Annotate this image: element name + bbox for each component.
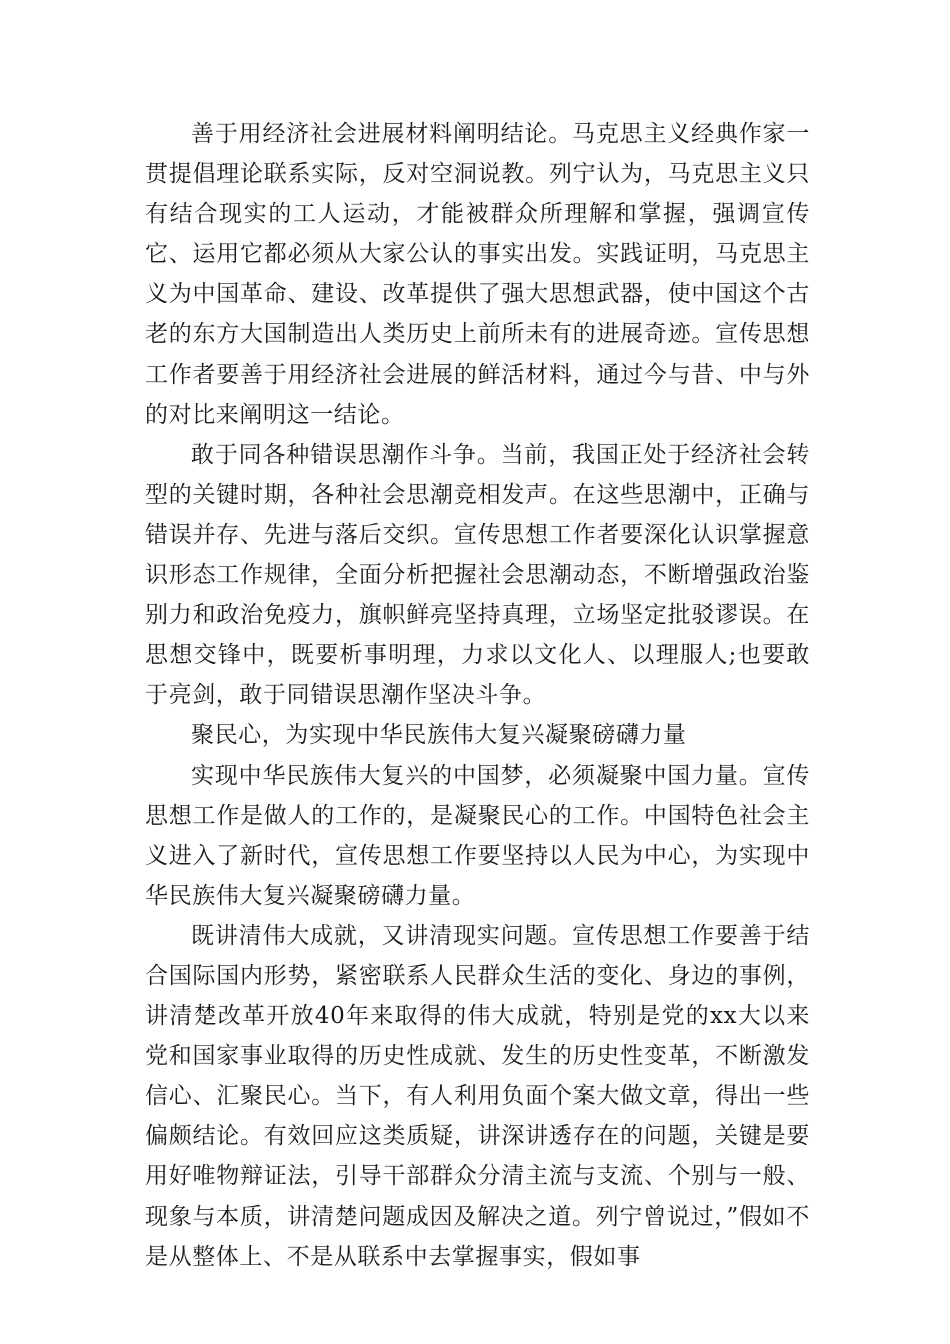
- paragraph-achievements-and-problems: 既讲清伟大成就，又讲清现实问题。宣传思想工作要善于结合国际国内形势，紧密联系人民群众生活的变化、身边的事例，讲清楚改革开放40年来取得的伟大成就，特别是党的xx大以来党和国家事业取得的历史性成就、发生的历史性变革，不断激发信心、汇聚民心。当下，有人利用负面个案大做文章，得出一些偏颇结论。有效回应这类质疑，讲深讲透存在的问题，关键是要用好唯物辩证法，引导干部群众分清主流与支流、个别与一般、现象与本质，讲清楚问题成因及解决之道。列宁曾说过，”假如不是从整体上、不是从联系中去掌握事实，假如事: [145, 922, 810, 1270]
- section-heading-unite-people: 聚民心，为实现中华民族伟大复兴凝聚磅礴力量: [191, 722, 687, 749]
- paragraph-chinese-dream: 实现中华民族伟大复兴的中国梦，必须凝聚中国力量。宣传思想工作是做人的工作的，是凝聚民心的工作。中国特色社会主义进入了新时代，宣传思想工作要坚持以人民为中心，为实现中华民族伟大复兴凝聚磅礴力量。: [145, 762, 810, 909]
- paragraph-economic-evidence: 善于用经济社会进展材料阐明结论。马克思主义经典作家一贯提倡理论联系实际，反对空洞说教。列宁认为，马克思主义只有结合现实的工人运动，才能被群众所理解和掌握，强调宣传它、运用它都必须从大家公认的事实出发。实践证明，马克思主义为中国革命、建设、改革提供了强大思想武器，使中国这个古老的东方大国制造出人类历史上前所未有的进展奇迹。宣传思想工作者要善于用经济社会进展的鲜活材料，通过今与昔、中与外的对比来阐明这一结论。: [145, 121, 810, 428]
- paragraph-ideological-struggle: 敢于同各种错误思潮作斗争。当前，我国正处于经济社会转型的关键时期，各种社会思潮竞相发声。在这些思潮中，正确与错误并存、先进与落后交织。宣传思想工作者要深化认识掌握意识形态工作规律，全面分析把握社会思潮动态，不断增强政治鉴别力和政治免疫力，旗帜鲜亮坚持真理，立场坚定批驳谬误。在思想交锋中，既要析事明理，力求以文化人、以理服人;也要敢于亮剑，敢于同错误思潮作坚决斗争。: [145, 441, 810, 709]
- document-body: [145, 114, 810, 1277]
